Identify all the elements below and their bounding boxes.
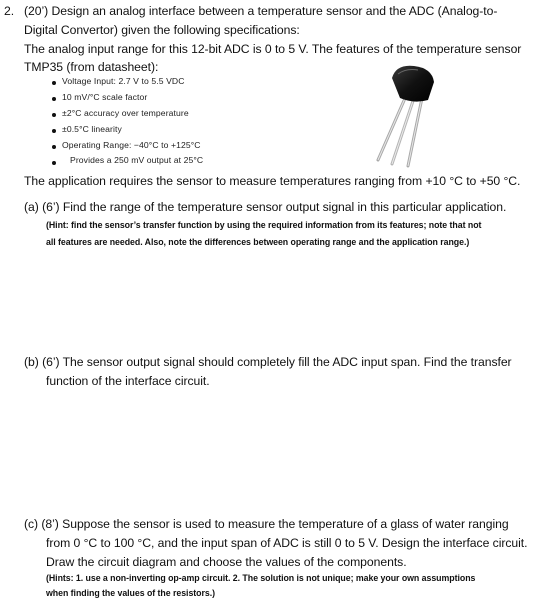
bullet-dot bbox=[52, 81, 56, 85]
question-number: 2. bbox=[4, 4, 15, 18]
part-c-question-line3: Draw the circuit diagram and choose the values of the components. bbox=[46, 555, 407, 569]
part-a-hint-line2: all features are needed. Also, note the differences between operating range and the application range.) bbox=[46, 237, 470, 247]
feature-item: Provides a 250 mV output at 25°C bbox=[70, 155, 204, 165]
application-statement: The application requires the sensor to measure temperatures ranging from +10 °C to +50 °C. bbox=[24, 174, 521, 188]
feature-item: ±0.5°C linearity bbox=[62, 124, 122, 134]
part-c-question-line1: (c) (8’) Suppose the sensor is used to measure the temperature of a glass of water ranging bbox=[24, 517, 509, 531]
bullet-dot bbox=[52, 161, 56, 165]
bullet-dot bbox=[52, 113, 56, 117]
feature-item: Operating Range: −40°C to +125°C bbox=[62, 140, 201, 150]
sensor-name-line: TMP35 (from datasheet): bbox=[24, 60, 159, 74]
question-intro-line2: Digital Convertor) given the following specifications: bbox=[24, 23, 300, 37]
bullet-dot bbox=[52, 129, 56, 133]
feature-item: ±2°C accuracy over temperature bbox=[62, 108, 189, 118]
bullet-dot bbox=[52, 145, 56, 149]
tmp35-sensor-image bbox=[370, 60, 460, 170]
adc-range-line: The analog input range for this 12-bit ADC is 0 to 5 V. The features of the temperature sensor bbox=[24, 42, 522, 56]
feature-item: Voltage Input: 2.7 V to 5.5 VDC bbox=[62, 76, 185, 86]
part-c-hint-line2: when finding the values of the resistors.) bbox=[46, 588, 215, 598]
part-c-hint-line1: (Hints: 1. use a non-inverting op-amp circuit. 2. The solution is not unique; make your own assumptions bbox=[46, 573, 476, 583]
part-a-hint-line1: (Hint: find the sensor’s transfer function by using the required information from its features; note that not bbox=[46, 220, 482, 230]
feature-item: 10 mV/°C scale factor bbox=[62, 92, 148, 102]
part-b-question-line1: (b) (6’) The sensor output signal should completely fill the ADC input span. Find the transfer bbox=[24, 355, 512, 369]
part-b-question-line2: function of the interface circuit. bbox=[46, 374, 210, 388]
part-c-question-line2: from 0 °C to 100 °C, and the input span of ADC is still 0 to 5 V. Design the interface circuit. bbox=[46, 536, 528, 550]
bullet-dot bbox=[52, 97, 56, 101]
question-intro-line1: (20’) Design an analog interface between a temperature sensor and the ADC (Analog-to- bbox=[24, 4, 498, 18]
part-a-question: (a) (6’) Find the range of the temperature sensor output signal in this particular application. bbox=[24, 200, 507, 214]
